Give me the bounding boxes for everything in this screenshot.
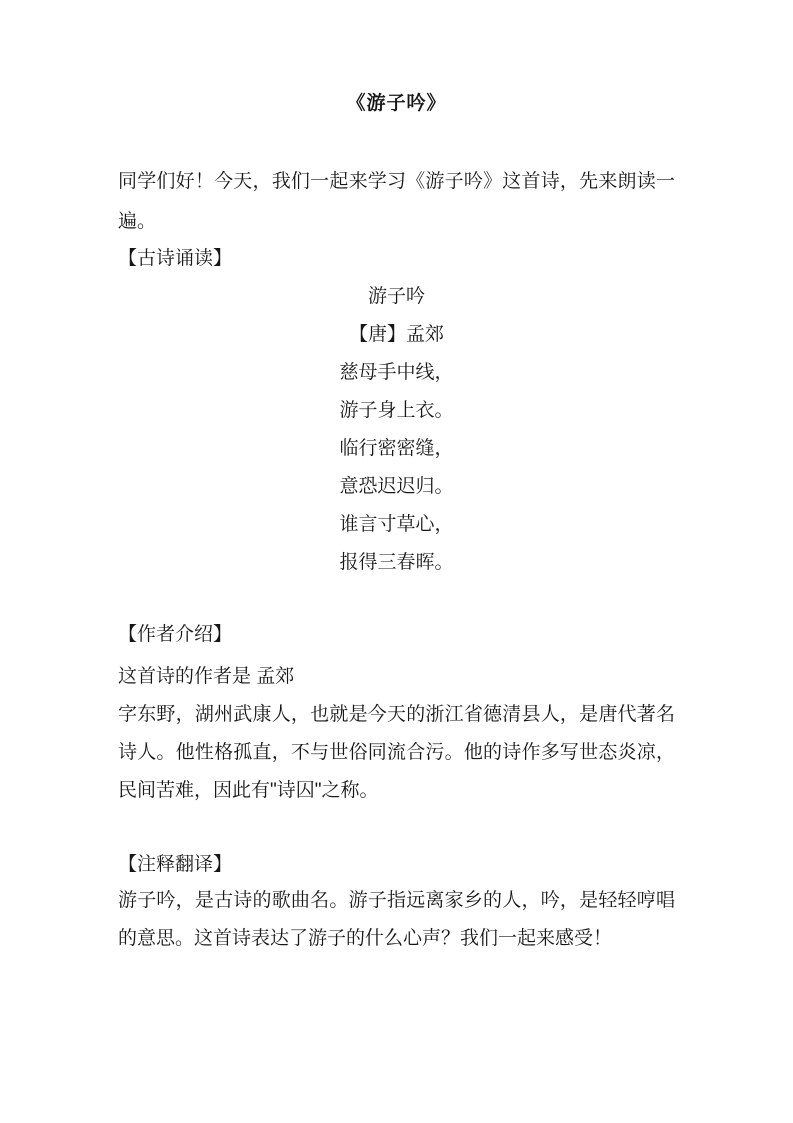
author-bio-paragraph: 字东野，湖州武康人，也就是今天的浙江省德清县人，是唐代著名诗人。他性格孤直，不与世俗同流合污。他的诗作多写世态炎凉，民间苦难，因此有"诗囚"之称。 [118, 704, 675, 801]
poem-block [118, 278, 675, 582]
author-lead-line: 这首诗的作者是 孟郊 [118, 666, 295, 687]
section-heading-author: 【作者介绍】 [118, 624, 233, 645]
notes-paragraph: 游子吟，是古诗的歌曲名。游子指远离家乡的人，吟，是轻轻哼唱的意思。这首诗表达了游子的什么心声？我们一起来感受！ [118, 890, 675, 949]
poem-title: 游子吟 [367, 286, 425, 307]
document-title: 《游子吟》 [346, 93, 447, 114]
section-heading-notes: 【注释翻译】 [118, 854, 233, 875]
section-heading-recite: 【古诗诵读】 [118, 248, 233, 269]
poem-line: 意恐迟迟归。 [339, 476, 454, 497]
poem-line: 临行密密缝， [339, 438, 454, 459]
poem-line: 游子身上衣。 [339, 400, 454, 421]
poem-line: 报得三春晖。 [339, 552, 454, 573]
poem-line: 慈母手中线， [339, 362, 454, 383]
intro-paragraph: 同学们好！今天，我们一起来学习《游子吟》这首诗，先来朗读一遍。 [118, 171, 675, 232]
poem-line: 谁言寸草心， [339, 514, 454, 535]
poem-author: 【唐】孟郊 [348, 324, 444, 345]
